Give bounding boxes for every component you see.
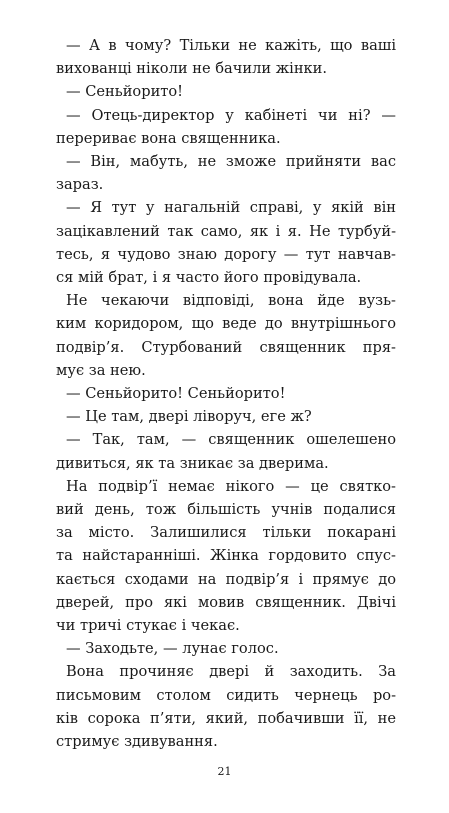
text-line: — Заходьте, — лунає голос. [66, 640, 279, 658]
text-line: дивиться, як та зникає за дверима. [56, 454, 329, 472]
text-line: — А в чому? Тільки не кажіть, що ваші [66, 37, 396, 54]
text-line: ків сорока п’яти, який, побачивши її, не [56, 709, 396, 727]
text-line: ким коридором, що веде до внутрішнього [56, 315, 396, 333]
paragraph [56, 475, 396, 637]
paragraph [56, 660, 396, 753]
paragraph [56, 80, 396, 103]
paragraph [56, 637, 396, 660]
text-line: На подвір’ї немає нікого — це святко- [66, 477, 396, 495]
text-line: вий день, тож більшість учнів подалися [56, 501, 396, 519]
text-block [56, 34, 396, 753]
text-line: дверей, про які мовив священник. Двічі [56, 593, 396, 611]
paragraph [56, 405, 396, 428]
text-line: чи тричі стукає і чекає. [56, 617, 240, 635]
text-line: зараз. [56, 176, 104, 194]
text-line: тесь, я чудово знаю дорогу — тут навчав- [56, 245, 396, 263]
text-line: письмовим столом сидить чернець ро- [56, 686, 396, 704]
paragraph [56, 196, 396, 289]
paragraph [56, 382, 396, 405]
text-line: стримує здивування. [56, 733, 218, 751]
text-line: — Отець-директор у кабінеті чи ні? — [66, 106, 396, 124]
text-line: за місто. Залишилися тільки покарані [56, 524, 396, 542]
paragraph [56, 289, 396, 382]
paragraph [56, 428, 396, 474]
text-line: — Це там, двері ліворуч, еге ж? [66, 408, 312, 426]
text-line: подвір’я. Стурбований священник пря- [56, 338, 396, 356]
text-line: Не чекаючи відповіді, вона йде вузь- [66, 292, 396, 310]
text-line: зацікавлений так само, як і я. Не турбуй- [56, 222, 396, 240]
text-line: та найстаранніші. Жінка гордовито спус- [56, 547, 396, 565]
paragraph [56, 150, 396, 196]
paragraph [56, 34, 396, 80]
text-line: вихованці ніколи не бачили жінки. [56, 60, 328, 78]
text-line: — Так, там, — священник ошелешено [66, 431, 396, 449]
text-line: — Сеньйорито! Сеньйорито! [66, 385, 286, 403]
page-number: 21 [217, 765, 232, 778]
text-line: — Сеньйорито! [66, 83, 184, 101]
text-line: — Я тут у нагальній справі, у якій він [66, 199, 396, 217]
text-line: ся мій брат, і я часто його провідувала. [56, 269, 362, 287]
text-line: — Він, мабуть, не зможе прийняти вас [66, 153, 396, 171]
text-line: кається сходами на подвір’я і прямує до [56, 570, 396, 588]
text-line: мує за нею. [56, 361, 146, 379]
paragraph [56, 104, 396, 150]
text-line: Вона прочиняє двері й заходить. За [66, 663, 396, 681]
text-line: перериває вона священника. [56, 129, 281, 147]
